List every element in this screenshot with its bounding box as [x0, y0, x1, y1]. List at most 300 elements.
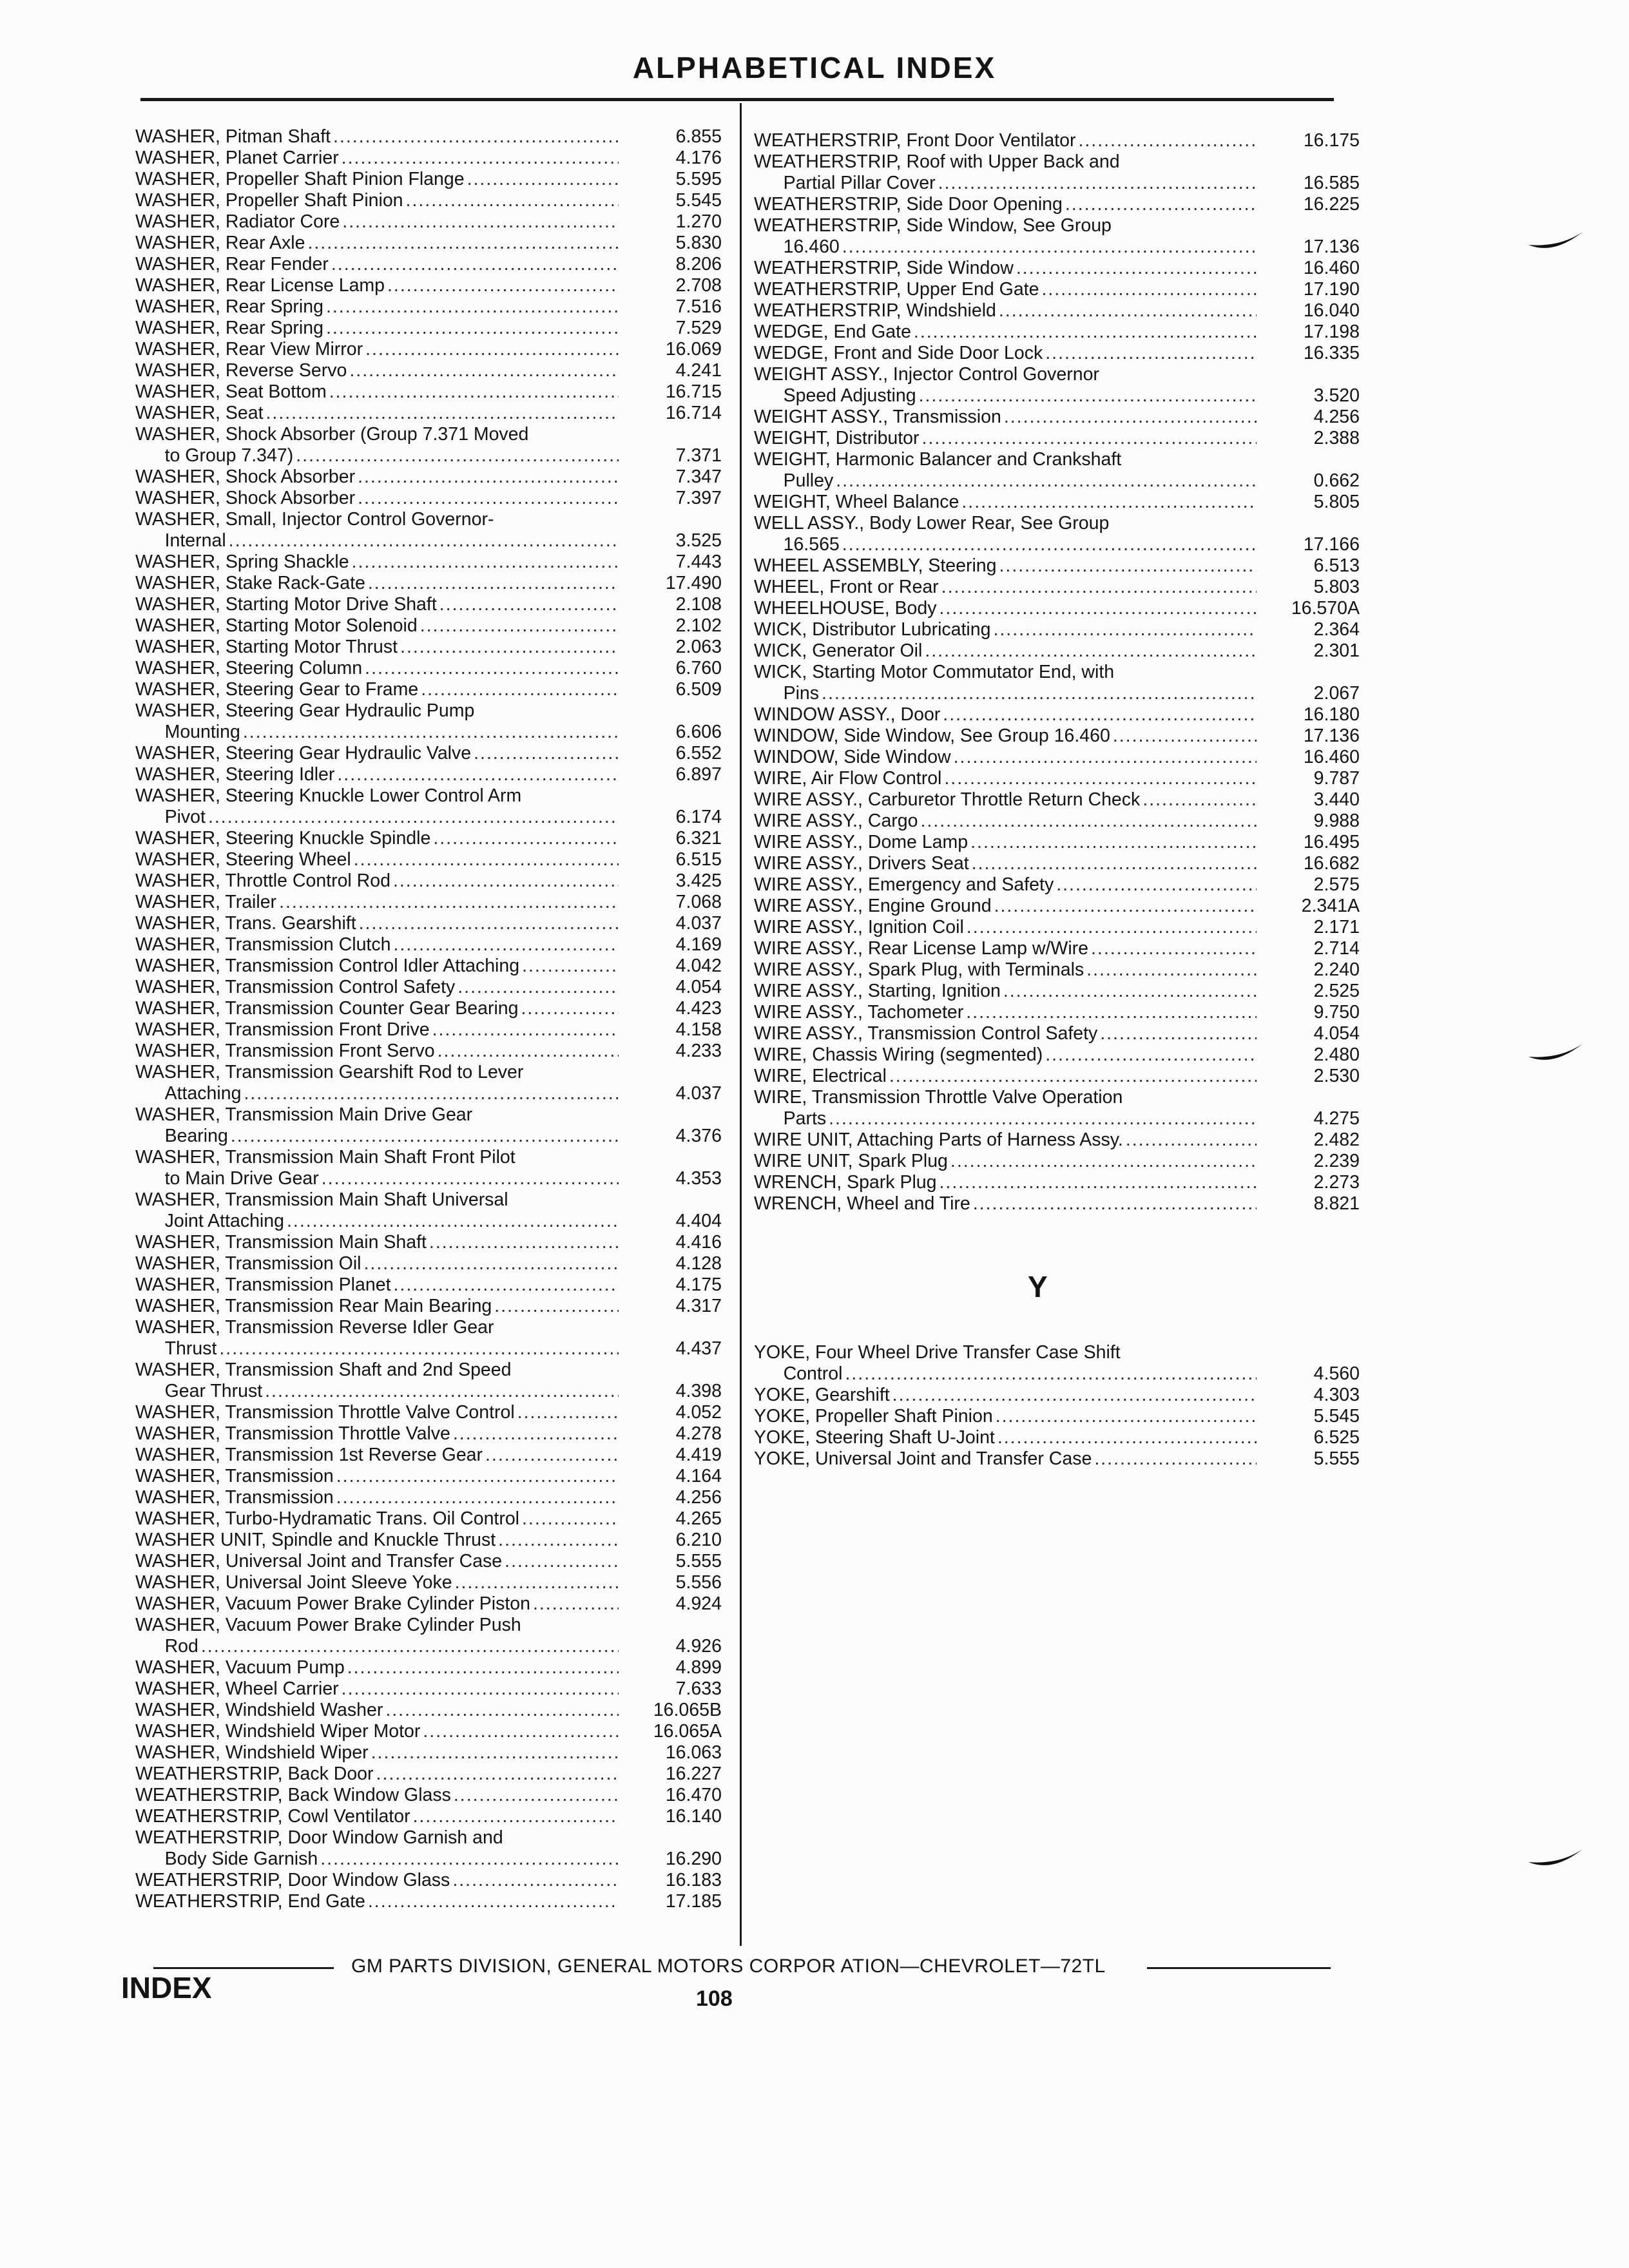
index-entry	[135, 211, 722, 233]
index-entry	[135, 1572, 722, 1593]
entry-line	[135, 1317, 621, 1338]
entry-line	[754, 1385, 1259, 1406]
index-entry	[754, 1129, 1360, 1151]
group-number: 16.227	[665, 1763, 722, 1784]
group-number: 6.174	[675, 807, 722, 827]
entry-description	[135, 1551, 621, 1572]
entry-description	[754, 938, 1259, 959]
entry-description	[754, 555, 1259, 577]
entry-line	[135, 318, 621, 339]
group-number: 6.855	[675, 126, 722, 147]
index-entry	[135, 275, 722, 296]
index-entry	[135, 637, 722, 658]
index-entry	[135, 169, 722, 190]
dot-leader	[458, 977, 619, 998]
entry-label: WASHER, Rear Axle	[135, 233, 305, 253]
index-entry	[135, 573, 722, 594]
entry-description	[135, 1657, 621, 1678]
entry-label: WEIGHT, Wheel Balance	[754, 492, 959, 512]
group-number: 16.065A	[653, 1721, 722, 1742]
group-number: 4.164	[675, 1466, 722, 1486]
index-entry	[754, 492, 1360, 513]
dot-leader	[996, 1406, 1257, 1427]
entry-line	[754, 662, 1259, 683]
entry-description	[135, 913, 621, 934]
entry-label: WEATHERSTRIP, End Gate	[135, 1891, 365, 1912]
dot-leader	[279, 892, 619, 913]
dot-leader	[973, 1193, 1257, 1215]
right-index-column	[754, 130, 1360, 1215]
entry-label: WIRE ASSY., Carburetor Throttle Return Check	[754, 789, 1141, 810]
dot-leader	[1100, 1023, 1257, 1044]
index-entry	[135, 233, 722, 254]
entry-line	[754, 959, 1259, 981]
entry-label: WASHER, Windshield Washer	[135, 1700, 383, 1720]
entry-line	[754, 1172, 1259, 1193]
entry-continuation-line	[135, 1211, 621, 1232]
entry-label: WEATHERSTRIP, Side Window, See Group	[754, 215, 1112, 236]
index-entry	[135, 1402, 722, 1423]
index-entry	[135, 828, 722, 849]
entry-description	[135, 764, 621, 785]
left-index-column	[135, 126, 722, 1912]
entry-description	[754, 492, 1259, 513]
entry-label: WRENCH, Wheel and Tire	[754, 1193, 970, 1214]
group-number: 16.715	[665, 381, 722, 402]
entry-line	[135, 913, 621, 934]
dot-leader	[244, 1083, 619, 1104]
dot-leader	[943, 704, 1257, 726]
entry-continuation-line	[135, 722, 621, 743]
entry-label: WASHER, Windshield Wiper	[135, 1742, 369, 1763]
index-entry	[135, 658, 722, 679]
entry-line	[135, 1104, 621, 1126]
entry-line	[754, 577, 1259, 598]
dot-leader	[993, 619, 1257, 640]
group-number: 2.714	[1313, 938, 1360, 959]
entry-line	[135, 1891, 621, 1912]
index-entry	[754, 1151, 1360, 1172]
entry-label: WASHER, Rear Fender	[135, 254, 329, 274]
entry-line	[754, 832, 1259, 853]
group-number: 2.388	[1313, 428, 1360, 448]
entry-description	[135, 1742, 621, 1763]
group-number: 2.480	[1313, 1044, 1360, 1065]
dot-leader	[922, 428, 1257, 449]
entry-description	[754, 300, 1259, 322]
entry-line	[754, 279, 1259, 300]
entry-line	[135, 1360, 621, 1381]
group-number: 16.682	[1303, 853, 1360, 874]
entry-line	[754, 789, 1259, 811]
index-entry	[754, 1002, 1360, 1023]
entry-description	[754, 322, 1259, 343]
index-entry	[135, 424, 722, 466]
dot-leader	[836, 470, 1257, 492]
index-entry	[135, 552, 722, 573]
entry-line	[135, 934, 621, 956]
entry-label: WASHER, Transmission Counter Gear Bearing	[135, 998, 519, 1019]
entry-line	[754, 811, 1259, 832]
entry-label: WASHER UNIT, Spindle and Knuckle Thrust	[135, 1530, 496, 1550]
entry-description	[135, 552, 621, 573]
entry-line	[135, 1572, 621, 1593]
entry-continuation-line	[754, 1108, 1259, 1129]
entry-label: WASHER, Turbo-Hydramatic Trans. Oil Control	[135, 1508, 520, 1529]
dot-leader	[522, 956, 619, 977]
binder-tab-mark-middle	[1527, 1037, 1585, 1070]
entry-line	[135, 1487, 621, 1508]
index-entry	[135, 1360, 722, 1402]
group-number: 16.290	[665, 1849, 722, 1869]
group-number: 4.169	[675, 934, 722, 955]
index-entry	[135, 381, 722, 403]
entry-line	[754, 130, 1259, 151]
entry-line	[135, 1147, 621, 1168]
group-number: 6.509	[675, 679, 722, 700]
group-number: 7.516	[675, 296, 722, 317]
index-entry	[754, 151, 1360, 194]
group-number: 5.803	[1313, 577, 1360, 597]
entry-label: WASHER, Propeller Shaft Pinion Flange	[135, 169, 465, 189]
group-number: 4.353	[675, 1168, 722, 1189]
index-entry	[135, 1147, 722, 1189]
dot-leader	[342, 148, 619, 169]
entry-line	[135, 552, 621, 573]
entry-label: WASHER, Steering Wheel	[135, 849, 351, 870]
entry-label: Pins	[783, 683, 820, 704]
entry-line	[754, 513, 1259, 534]
entry-description	[135, 615, 621, 637]
dot-leader	[358, 466, 619, 488]
group-number: 4.054	[675, 977, 722, 997]
entry-description	[135, 1700, 621, 1721]
entry-label: WIRE ASSY., Starting, Ignition	[754, 981, 1001, 1001]
entry-line	[135, 233, 621, 254]
dot-leader	[941, 577, 1257, 598]
dot-leader	[842, 236, 1257, 258]
entry-description	[754, 407, 1259, 428]
group-number: 17.136	[1303, 726, 1360, 746]
index-entry	[135, 1508, 722, 1530]
index-entry	[135, 977, 722, 998]
entry-description	[754, 853, 1259, 874]
entry-description	[135, 1423, 621, 1445]
group-number: 4.176	[675, 148, 722, 168]
dot-leader	[429, 1232, 619, 1253]
entry-description	[754, 896, 1259, 917]
entry-description	[135, 1019, 621, 1041]
group-number: 4.278	[675, 1423, 722, 1444]
group-number: 17.185	[665, 1891, 722, 1912]
entry-label: WASHER, Rear Spring	[135, 296, 323, 317]
group-number: 2.067	[1313, 683, 1360, 704]
dot-leader	[307, 233, 619, 254]
dot-leader	[914, 322, 1257, 343]
entry-label: WASHER, Steering Knuckle Lower Control Arm	[135, 785, 522, 806]
entry-line	[135, 275, 621, 296]
entry-line	[135, 700, 621, 722]
dot-leader	[420, 615, 619, 637]
index-entry	[754, 619, 1360, 640]
dot-leader	[921, 811, 1257, 832]
dot-leader	[845, 1363, 1257, 1385]
entry-description	[135, 1253, 621, 1274]
entry-label: WASHER, Radiator Core	[135, 211, 340, 232]
entry-line	[135, 1700, 621, 1721]
entry-description	[754, 258, 1259, 279]
entry-description	[754, 598, 1259, 619]
index-entry	[135, 466, 722, 488]
dot-leader	[393, 870, 619, 892]
index-entry	[754, 1427, 1360, 1448]
entry-label: WEIGHT, Distributor	[754, 428, 920, 448]
dot-leader	[201, 1636, 619, 1657]
index-entry	[754, 300, 1360, 322]
entry-label: WASHER, Rear License Lamp	[135, 275, 385, 296]
entry-line	[135, 509, 621, 530]
index-entry	[135, 339, 722, 360]
entry-line	[135, 1593, 621, 1615]
index-entry	[135, 1891, 722, 1912]
group-number: 16.585	[1303, 173, 1360, 193]
group-number: 6.513	[1313, 555, 1360, 576]
entry-label: WINDOW, Side Window, See Group 16.460	[754, 726, 1110, 746]
dot-leader	[522, 1508, 619, 1530]
entry-line	[135, 1232, 621, 1253]
index-entry	[135, 403, 722, 424]
entry-line	[754, 704, 1259, 726]
dot-leader	[829, 1108, 1257, 1129]
entry-label: WASHER, Pitman Shaft	[135, 126, 331, 147]
dot-leader	[365, 339, 619, 360]
group-number: 4.398	[675, 1381, 722, 1401]
entry-label: WHEEL, Front or Rear	[754, 577, 939, 597]
entry-label: WASHER, Reverse Servo	[135, 360, 347, 381]
entry-line	[135, 1508, 621, 1530]
group-number: 16.714	[665, 403, 722, 423]
entry-description	[754, 640, 1259, 662]
entry-line	[754, 194, 1259, 215]
dot-leader	[822, 683, 1257, 704]
dot-leader	[1056, 874, 1257, 896]
group-number: 3.425	[675, 870, 722, 891]
entry-label: WEATHERSTRIP, Side Door Opening	[754, 194, 1063, 215]
dot-leader	[365, 658, 619, 679]
dot-leader	[231, 1126, 619, 1147]
group-number: 5.555	[1313, 1448, 1360, 1469]
entry-line	[754, 151, 1259, 173]
entry-description	[754, 130, 1259, 151]
index-entry	[754, 981, 1360, 1002]
group-number: 4.419	[675, 1445, 722, 1465]
entry-line	[754, 322, 1259, 343]
entry-description	[135, 509, 621, 552]
index-entry	[754, 896, 1360, 917]
index-entry	[135, 913, 722, 934]
entry-label: Speed Adjusting	[783, 385, 916, 406]
group-number: 17.190	[1303, 279, 1360, 300]
group-number: 4.376	[675, 1126, 722, 1146]
group-number: 5.555	[675, 1551, 722, 1571]
group-number: 4.256	[675, 1487, 722, 1508]
index-entry	[754, 938, 1360, 959]
dot-leader	[485, 1445, 619, 1466]
group-number: 2.530	[1313, 1066, 1360, 1086]
entry-description	[135, 1891, 621, 1912]
entry-continuation-line	[754, 470, 1259, 492]
dot-leader	[219, 1338, 619, 1360]
entry-label: Internal	[164, 530, 226, 551]
entry-line	[754, 1406, 1259, 1427]
group-number: 16.063	[665, 1742, 722, 1763]
group-number: 9.787	[1313, 768, 1360, 789]
group-number: 7.529	[675, 318, 722, 338]
dot-leader	[505, 1551, 619, 1572]
entry-line	[135, 679, 621, 700]
entry-label: WIRE ASSY., Emergency and Safety	[754, 874, 1054, 895]
entry-description	[135, 1147, 621, 1189]
entry-label: WHEELHOUSE, Body	[754, 598, 937, 619]
binder-tab-mark-bottom	[1527, 1843, 1585, 1875]
entry-description	[135, 1062, 621, 1104]
entry-line	[135, 637, 621, 658]
footer-rule-left	[153, 1967, 334, 1969]
entry-label: WASHER, Transmission Control Idler Attaching	[135, 956, 520, 976]
entry-line	[754, 619, 1259, 640]
entry-description	[754, 215, 1259, 258]
entry-label: WEIGHT, Harmonic Balancer and Crankshaft	[754, 449, 1122, 470]
group-number: 6.210	[675, 1530, 722, 1550]
entry-line	[135, 956, 621, 977]
dot-leader	[387, 275, 619, 296]
entry-label: WICK, Distributor Lubricating	[754, 619, 991, 640]
index-entry	[754, 428, 1360, 449]
entry-description	[754, 726, 1259, 747]
entry-label: WHEEL ASSEMBLY, Steering	[754, 555, 997, 576]
entry-description	[754, 1427, 1259, 1448]
index-entry	[754, 279, 1360, 300]
entry-description	[135, 1104, 621, 1147]
dot-leader	[939, 1172, 1257, 1193]
entry-label: WEIGHT ASSY., Injector Control Governor	[754, 364, 1099, 385]
index-entry	[135, 1253, 722, 1274]
entry-line	[135, 403, 621, 424]
group-number: 17.166	[1303, 534, 1360, 555]
entry-line	[135, 1870, 621, 1891]
index-entry	[135, 679, 722, 700]
entry-line	[135, 1615, 621, 1636]
group-number: 2.364	[1313, 619, 1360, 640]
group-number: 16.225	[1303, 194, 1360, 215]
index-entry	[135, 1189, 722, 1232]
entry-line	[135, 1402, 621, 1423]
entry-label: Partial Pillar Cover	[783, 173, 936, 193]
index-entry	[754, 364, 1360, 407]
entry-label: WEATHERSTRIP, Door Window Garnish and	[135, 1827, 503, 1848]
dot-leader	[966, 1002, 1257, 1023]
entry-description	[135, 1785, 621, 1806]
entry-line	[754, 747, 1259, 768]
dot-leader	[1078, 130, 1257, 151]
group-number: 7.397	[675, 488, 722, 508]
entry-description	[135, 892, 621, 913]
group-number: 17.490	[665, 573, 722, 593]
entry-label: WASHER, Steering Gear Hydraulic Pump	[135, 700, 475, 721]
entry-line	[754, 449, 1259, 470]
group-number: 4.054	[1313, 1023, 1360, 1044]
entry-description	[135, 1593, 621, 1615]
index-entry	[135, 934, 722, 956]
group-number: 2.171	[1313, 917, 1360, 937]
dot-leader	[320, 1849, 619, 1870]
entry-description	[135, 743, 621, 764]
dot-leader	[376, 1763, 619, 1785]
group-number: 9.988	[1313, 811, 1360, 831]
entry-line	[135, 1019, 621, 1041]
dot-leader	[364, 1253, 619, 1274]
entry-description	[135, 339, 621, 360]
group-number: 16.460	[1303, 747, 1360, 767]
entry-line	[135, 1806, 621, 1827]
entry-label: WASHER, Transmission Oil	[135, 1253, 361, 1274]
group-number: 16.040	[1303, 300, 1360, 321]
entry-description	[135, 1274, 621, 1296]
entry-line	[135, 1657, 621, 1678]
entry-label: WASHER, Transmission Front Drive	[135, 1019, 430, 1040]
entry-line	[135, 1530, 621, 1551]
entry-description	[135, 403, 621, 424]
entry-label: WASHER, Starting Motor Solenoid	[135, 615, 418, 636]
entry-label: to Main Drive Gear	[164, 1168, 319, 1189]
entry-line	[754, 640, 1259, 662]
entry-line	[135, 977, 621, 998]
index-entry	[135, 190, 722, 211]
group-number: 17.136	[1303, 236, 1360, 257]
entry-label: Bearing	[164, 1126, 228, 1146]
entry-line	[135, 1742, 621, 1763]
entry-label: WIRE ASSY., Drivers Seat	[754, 853, 969, 874]
index-entry	[135, 1806, 722, 1827]
entry-description	[135, 1466, 621, 1487]
group-number: 4.275	[1313, 1108, 1360, 1129]
dot-leader	[385, 1700, 619, 1721]
entry-description	[754, 959, 1259, 981]
entry-description	[135, 381, 621, 403]
entry-label: WINDOW, Side Window	[754, 747, 951, 767]
entry-description	[135, 1530, 621, 1551]
entry-label: WASHER, Starting Motor Drive Shaft	[135, 594, 437, 615]
dot-leader	[1041, 279, 1257, 300]
group-number: 16.470	[665, 1785, 722, 1805]
entry-line	[754, 492, 1259, 513]
entry-description	[754, 1023, 1259, 1044]
entry-label: WASHER, Transmission Gearshift Rod to Lever	[135, 1062, 524, 1082]
entry-line	[754, 896, 1259, 917]
group-number: 0.662	[1313, 470, 1360, 491]
entry-label: WASHER, Transmission Main Drive Gear	[135, 1104, 473, 1125]
entry-description	[135, 1317, 621, 1360]
group-number: 5.556	[675, 1572, 722, 1593]
dot-leader	[452, 1870, 619, 1891]
entry-description	[135, 169, 621, 190]
dot-leader	[970, 832, 1257, 853]
entry-description	[754, 1448, 1259, 1470]
entry-description	[135, 148, 621, 169]
index-entry	[754, 1172, 1360, 1193]
entry-line	[135, 1062, 621, 1083]
entry-label: WEATHERSTRIP, Door Window Glass	[135, 1870, 450, 1890]
